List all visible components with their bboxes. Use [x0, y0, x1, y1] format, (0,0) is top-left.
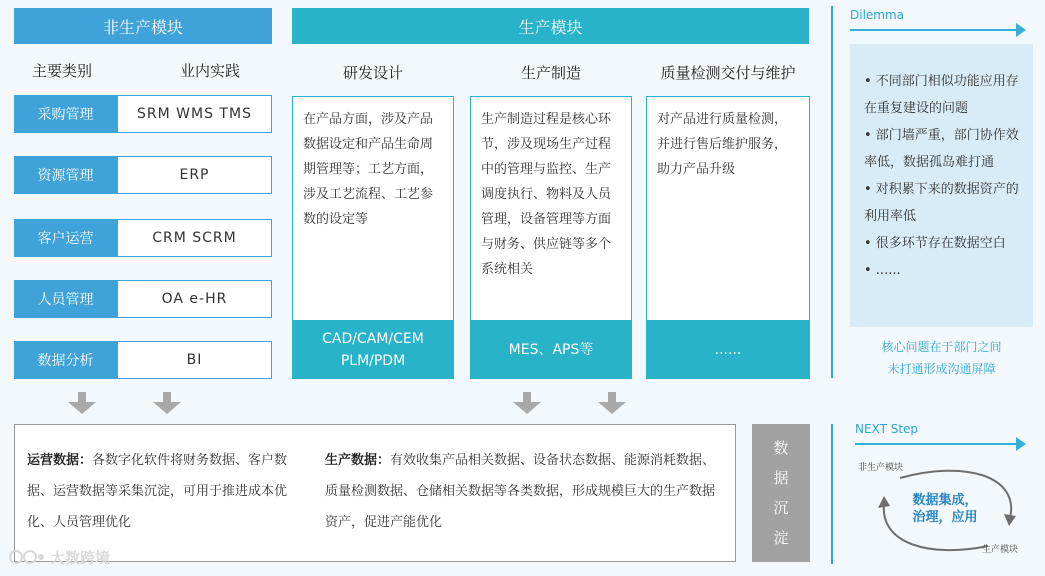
category-resource: 资源管理	[14, 156, 117, 194]
down-arrow-icon	[68, 392, 96, 414]
practice-resource: ERP	[117, 156, 272, 194]
data-sink-label	[752, 424, 810, 562]
watermark-logo-icon	[8, 546, 46, 568]
next-step-title: NEXT Step	[855, 422, 919, 436]
col-title-rnd: 研发设计	[342, 64, 403, 82]
divider-line	[831, 424, 833, 564]
quality-tools-line1: ......	[714, 341, 742, 358]
next-step-arrow-line	[855, 443, 1016, 445]
down-arrow-icon	[598, 392, 626, 414]
practice-personnel: OA e-HR	[117, 280, 272, 318]
manufacturing-tools-line1: MES、APS等	[508, 341, 594, 358]
core-issue-line2: 未打通形成沟通屏障	[887, 362, 996, 376]
category-customer: 客户运营	[14, 219, 117, 257]
cycle-label-non-production: 非生产模块	[858, 463, 904, 473]
down-arrow-icon	[153, 392, 181, 414]
cycle-label-production: 生产模块	[982, 545, 1019, 555]
dilemma-item: • 对积累下来的数据资产的利用率低	[864, 182, 1019, 224]
operational-data-body: 各数字化软件将财务数据、客户数据、运营数据等采集沉淀，可用于推进成本优化、人员管理优化	[27, 453, 288, 530]
dilemma-item: • 部门墙严重，部门协作效率低，数据孤岛难打通	[864, 128, 1019, 170]
practice-analytics: BI	[117, 341, 272, 379]
dilemma-arrow-line	[850, 29, 1016, 31]
rnd-tools	[292, 320, 454, 379]
watermark	[8, 546, 110, 568]
cycle-center-line1: 数据集成，	[912, 493, 978, 508]
down-arrow-icon	[513, 392, 541, 414]
category-analytics: 数据分析	[14, 341, 117, 379]
data-sink-char: 沉	[773, 499, 789, 517]
manufacturing-description: 生产制造过程是核心环节，涉及现场生产过程中的管理与监控、生产调度执行、物料及人员管理，设备管理等方面与财务、供应链等多个系统相关	[481, 112, 612, 277]
category-procurement: 采购管理	[14, 95, 117, 133]
quality-description: 对产品进行质量检测，并进行售后维护服务，助力产品升级	[657, 112, 788, 177]
col-title-category: 主要类别	[31, 62, 92, 80]
non-production-header: 非生产模块	[14, 8, 272, 44]
rnd-tools-line2: PLM/PDM	[340, 352, 406, 369]
rnd-description: 在产品方面，涉及产品数据设定和产品生命周期管理等；工艺方面，涉及工艺流程、工艺参数的设定等	[303, 112, 434, 227]
data-sink-char: 据	[773, 469, 789, 487]
data-summary-box	[14, 424, 736, 562]
col-title-manufacturing: 生产制造	[520, 64, 581, 82]
core-issue-note	[850, 336, 1033, 380]
production-header: 生产模块	[292, 8, 809, 44]
dilemma-item: • 不同部门相似功能应用存在重复建设的问题	[864, 74, 1019, 116]
quality-tools	[646, 320, 810, 379]
manufacturing-tools	[470, 320, 632, 379]
production-data-body: 有效收集产品相关数据、设备状态数据、能源消耗数据、质量检测数据、仓储相关数据等各类数据，形成规模巨大的生产数据资产，促进产能优化	[325, 453, 716, 530]
dilemma-box	[850, 44, 1033, 327]
practice-customer: CRM SCRM	[117, 219, 272, 257]
col-title-practice: 业内实践	[179, 62, 240, 80]
arrow-right-icon	[1016, 437, 1026, 451]
category-personnel: 人员管理	[14, 280, 117, 318]
watermark-text: 大数跨境	[50, 548, 111, 567]
operational-data-label: 运营数据：	[27, 453, 93, 468]
practice-procurement: SRM WMS TMS	[117, 95, 272, 133]
dilemma-item: • ......	[864, 263, 901, 278]
arrow-right-icon	[1016, 23, 1026, 37]
dilemma-title: Dilemma	[850, 8, 905, 22]
core-issue-line1: 核心问题在于部门之间	[881, 340, 1002, 354]
production-data-text	[325, 445, 721, 538]
cycle-center-line2: 治理，应用	[912, 510, 978, 525]
divider-line	[831, 6, 833, 378]
data-sink-char: 数	[773, 439, 789, 457]
data-sink-char: 淀	[773, 529, 789, 547]
production-data-label: 生产数据：	[325, 453, 391, 468]
rnd-tools-line1: CAD/CAM/CEM	[322, 330, 424, 347]
col-title-quality: 质量检测交付与维护	[660, 64, 796, 82]
dilemma-item: • 很多环节存在数据空白	[864, 236, 1006, 251]
operational-data-text	[27, 445, 289, 538]
cycle-center-text	[900, 492, 990, 526]
